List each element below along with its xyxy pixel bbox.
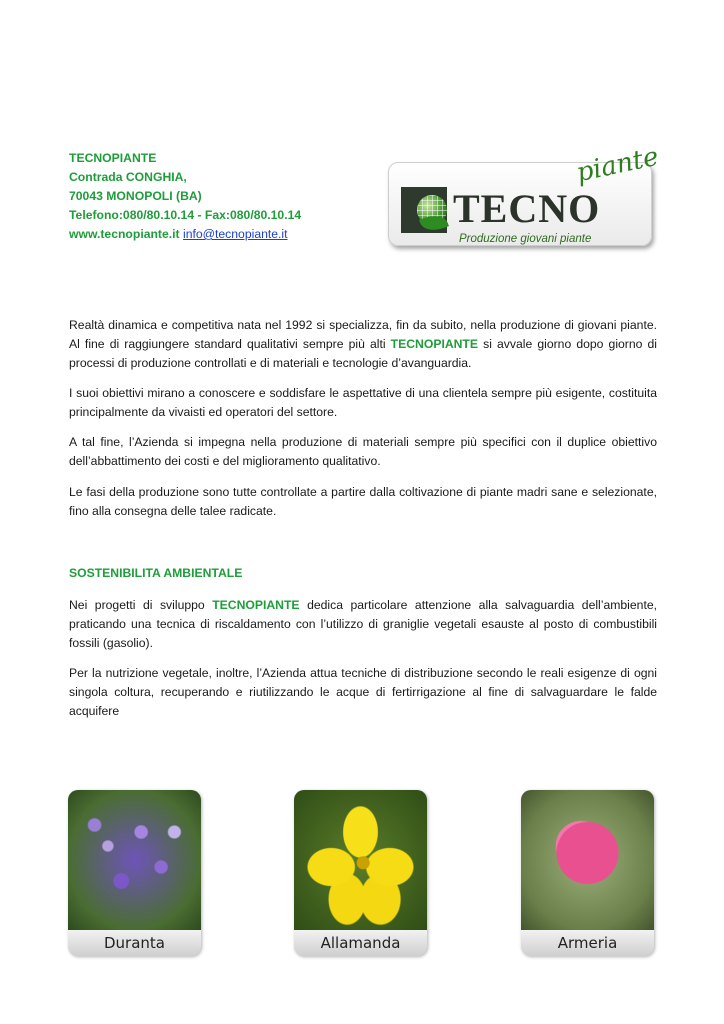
- sustainability-paragraph-2: Per la nutrizione vegetale, inoltre, l’Azienda attua tecniche di distribuzione secondo le reali esigenze di ogni singola coltura, recuperando e riutilizzando le acque di fertirrigazione al fine di salvaguardare le falde acquifere: [69, 666, 657, 718]
- tecnopiante-logo: [388, 141, 662, 245]
- intro-paragraph-3: A tal fine, l’Azienda si impegna nella produzione di materiali sempre più specifici con il duplice obiettivo dell’abbattimento dei costi e del miglioramento qualitativo.: [69, 435, 657, 468]
- web-line: [69, 225, 301, 244]
- sustainability-paragraph-1: Nei progetti di sviluppo TECNOPIANTE dedica particolare attenzione alla salvaguardia dell’ambiente, praticando una tecnica di riscaldamento con l’utilizzo di graniglie vegetali esauste al posto di combustibili fossili (gasolio).: [69, 598, 657, 650]
- brand-name: TECNOPIANTE: [390, 337, 479, 351]
- plant-card-armeria: [521, 790, 654, 956]
- plant-label: Duranta: [68, 930, 201, 956]
- logo-wordmark: TECNO: [453, 186, 601, 231]
- duranta-photo: [68, 790, 201, 930]
- plant-card-duranta: [68, 790, 201, 956]
- globe-leaf-icon: [401, 187, 447, 233]
- intro-paragraph-2: I suoi obiettivi mirano a conoscere e soddisfare le aspettative di una clientela sempre più esigente, costituita principalmente da vivaisti ed operatori del settore.: [69, 386, 657, 419]
- plant-label: Allamanda: [294, 930, 427, 956]
- website-link[interactable]: www.tecnopiante.it: [69, 227, 180, 241]
- contact-block: [69, 149, 301, 244]
- intro-paragraph-1: Realtà dinamica e competitiva nata nel 1992 si specializza, fin da subito, nella produzione di giovani piante. Al fine di raggiungere standard qualitativi sempre più alti TECNOPIANTE si avvale giorno dopo giorno di processi di produzione controllati e di materiali e tecnologie d’avanguardia.: [69, 318, 658, 370]
- armeria-photo: [521, 790, 654, 930]
- company-name: TECNOPIANTE: [69, 151, 157, 165]
- logo-tagline: Produzione giovani piante: [459, 233, 592, 245]
- plant-card-allamanda: [294, 790, 427, 956]
- address-line-1: Contrada CONGHIA,: [69, 170, 187, 184]
- phone-fax: Telefono:080/80.10.14 - Fax:080/80.10.14: [69, 208, 302, 222]
- address-line-2: 70043 MONOPOLI (BA): [69, 189, 202, 203]
- email-link[interactable]: info@tecnopiante.it: [183, 227, 288, 241]
- brand-name: TECNOPIANTE: [212, 598, 300, 612]
- logo-script: piante: [573, 141, 662, 189]
- plant-label: Armeria: [521, 930, 654, 956]
- allamanda-photo: [294, 790, 427, 930]
- section-heading: SOSTENIBILITA AMBIENTALE: [69, 566, 243, 580]
- intro-paragraph-4: Le fasi della produzione sono tutte controllate a partire dalla coltivazione di piante madri sane e selezionate, fino alla consegna delle talee radicate.: [69, 485, 657, 518]
